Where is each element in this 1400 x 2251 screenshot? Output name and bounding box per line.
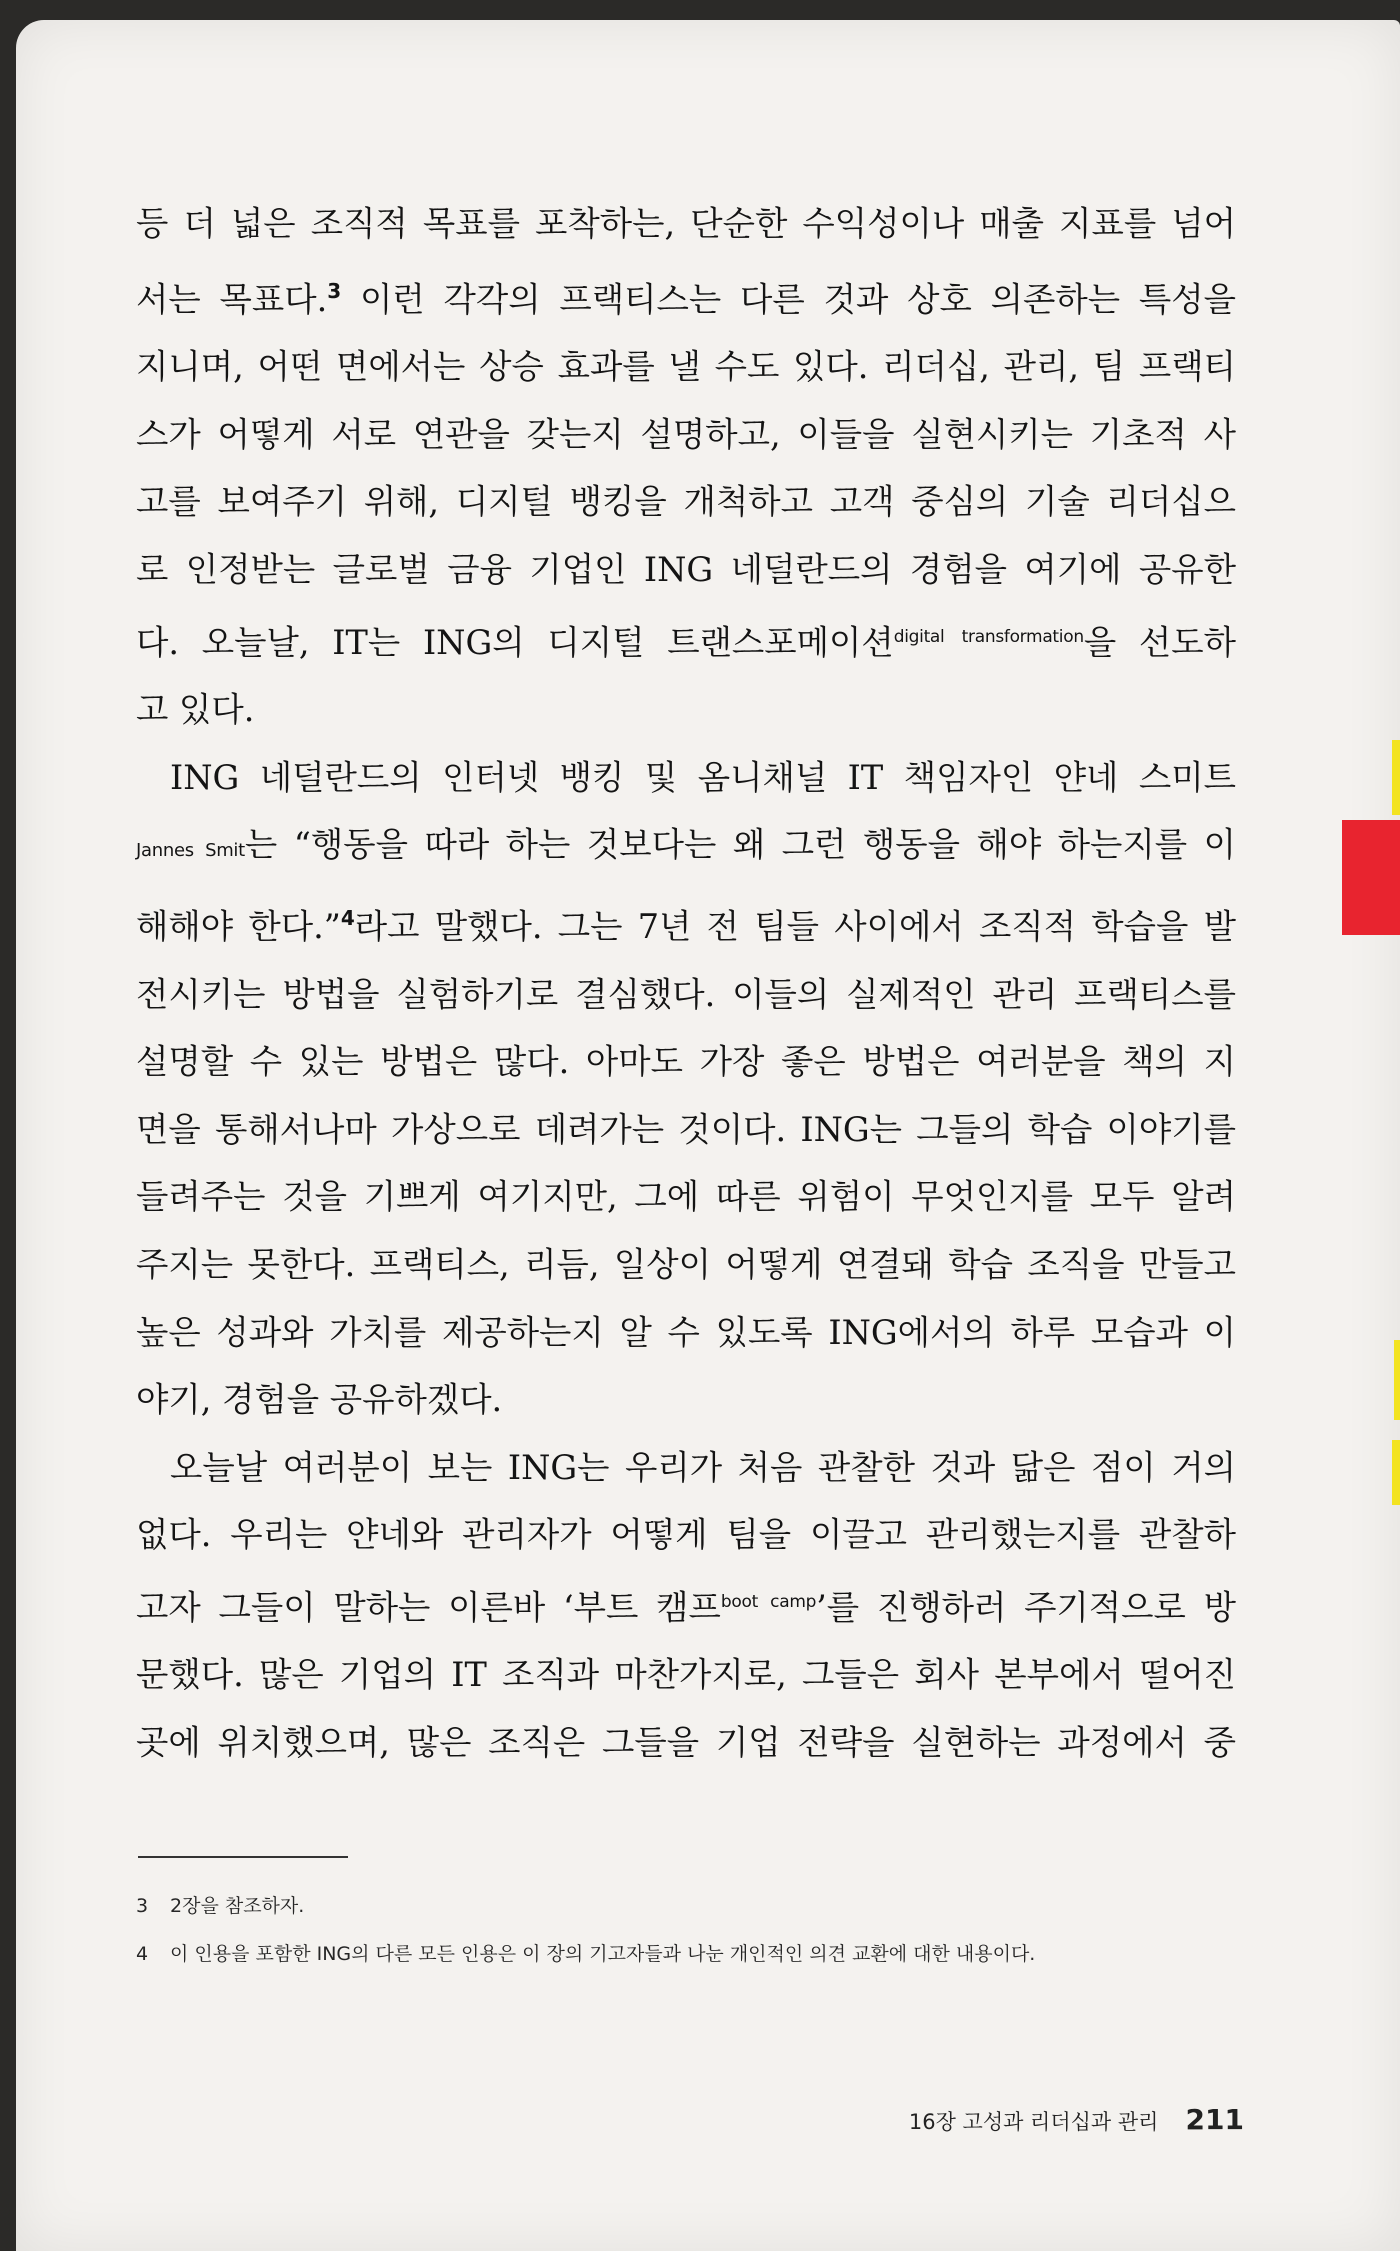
yellow-sticky-tab [1392, 1440, 1400, 1505]
text-line: 스가 어떻게 서로 연관을 갖는지 설명하고, 이들을 실현시키는 기초적 사 [136, 414, 1236, 454]
text-line: 높은 성과와 가치를 제공하는지 알 수 있도록 ING에서의 하루 모습과 이 [136, 1312, 1236, 1352]
text-line: 들려주는 것을 기쁘게 여기지만, 그에 따른 위험이 무엇인지를 모두 알려 [136, 1177, 1236, 1217]
text-line: 문했다. 많은 기업의 IT 조직과 마찬가지로, 그들은 회사 본부에서 떨어진 [136, 1655, 1236, 1695]
text-line: 고 있다. [136, 690, 255, 730]
text-line: 곳에 위치했으며, 많은 조직은 그들을 기업 전략을 실현하는 과정에서 중 [136, 1723, 1236, 1763]
text-line: 없다. 우리는 얀네와 관리자가 어떻게 팀을 이끌고 관리했는지를 관찰하 [136, 1515, 1236, 1555]
gloss-term: Jannes Smit [136, 840, 245, 862]
gloss-term: boot camp [720, 1591, 817, 1612]
page-number: 211 [1185, 2103, 1244, 2136]
text-line: 등 더 넓은 조직적 목표를 포착하는, 단순한 수익성이나 매출 지표를 넘어 [136, 204, 1236, 243]
text-line: 고자 그들이 말하는 이른바 ‘부트 캠프$^{boot camp}$’를 진행하러 주기적으로 방 [136, 1587, 1237, 1627]
main-text [136, 190, 1236, 1777]
text-line: Jannes Smit는 “행동을 따라 하는 것보다는 왜 그런 행동을 해야 하는지를 이 [136, 825, 1236, 865]
gloss-term: digital transformation [893, 626, 1084, 647]
page-footer [909, 2103, 1244, 2136]
text-line: 오늘날 여러분이 보는 ING는 우리가 처음 관찰한 것과 닮은 점이 거의 [170, 1447, 1236, 1487]
text-line: 다. 오늘날, IT는 ING의 디지털 트랜스포메이션$^{digital transformation}$을 선도하 [136, 622, 1237, 662]
yellow-sticky-tab [1392, 740, 1400, 815]
footnote-ref[interactable]: 3 [327, 278, 342, 303]
text-line: 로 인정받는 글로벌 금융 기업인 ING 네덜란드의 경험을 여기에 공유한 [136, 549, 1236, 589]
footnotes [136, 1882, 1236, 1978]
running-chapter-title: 16장 고성과 리더십과 관리 [908, 2110, 1159, 2134]
text-line: 전시키는 방법을 실험하기로 결심했다. 이들의 실제적인 관리 프랙티스를 [136, 974, 1236, 1014]
text-line: 면을 통해서나마 가상으로 데려가는 것이다. ING는 그들의 학습 이야기를 [136, 1109, 1236, 1149]
text-line: 해해야 한다.”$^4$라고 말했다. 그는 7년 전 팀들 사이에서 조직적 학습을 발 [136, 905, 1236, 946]
text-line: 주지는 못한다. 프랙티스, 리듬, 일상이 어떻게 연결돼 학습 조직을 만들고 [136, 1244, 1236, 1284]
book-page [16, 20, 1400, 2251]
yellow-sticky-tab [1394, 1340, 1400, 1420]
footnote: 3 2장을 참조하자. [136, 1895, 305, 1917]
footnote-divider [138, 1856, 348, 1858]
text-line: 야기, 경험을 공유하겠다. [136, 1380, 503, 1420]
red-sticky-tab [1342, 820, 1400, 935]
footnote-ref[interactable]: 4 [340, 905, 355, 930]
text-line: 지니며, 어떤 면에서는 상승 효과를 낼 수도 있다. 리더십, 관리, 팀 프랙티 [136, 347, 1236, 387]
footnote: 4 이 인용을 포함한 ING의 다른 모든 인용은 이 장의 기고자들과 나눈 개인적인 의견 교환에 대한 내용이다. [136, 1943, 1036, 1965]
text-line: 서는 목표다.$^3$ 이런 각각의 프랙티스는 다른 것과 상호 의존하는 특성을 [136, 278, 1236, 319]
text-line: 설명할 수 있는 방법은 많다. 아마도 가장 좋은 방법은 여러분을 책의 지 [136, 1042, 1236, 1082]
text-line: 고를 보여주기 위해, 디지털 뱅킹을 개척하고 고객 중심의 기술 리더십으 [136, 482, 1236, 522]
text-line: ING 네덜란드의 인터넷 뱅킹 및 옴니채널 IT 책임자인 얀네 스미트 [170, 757, 1236, 797]
